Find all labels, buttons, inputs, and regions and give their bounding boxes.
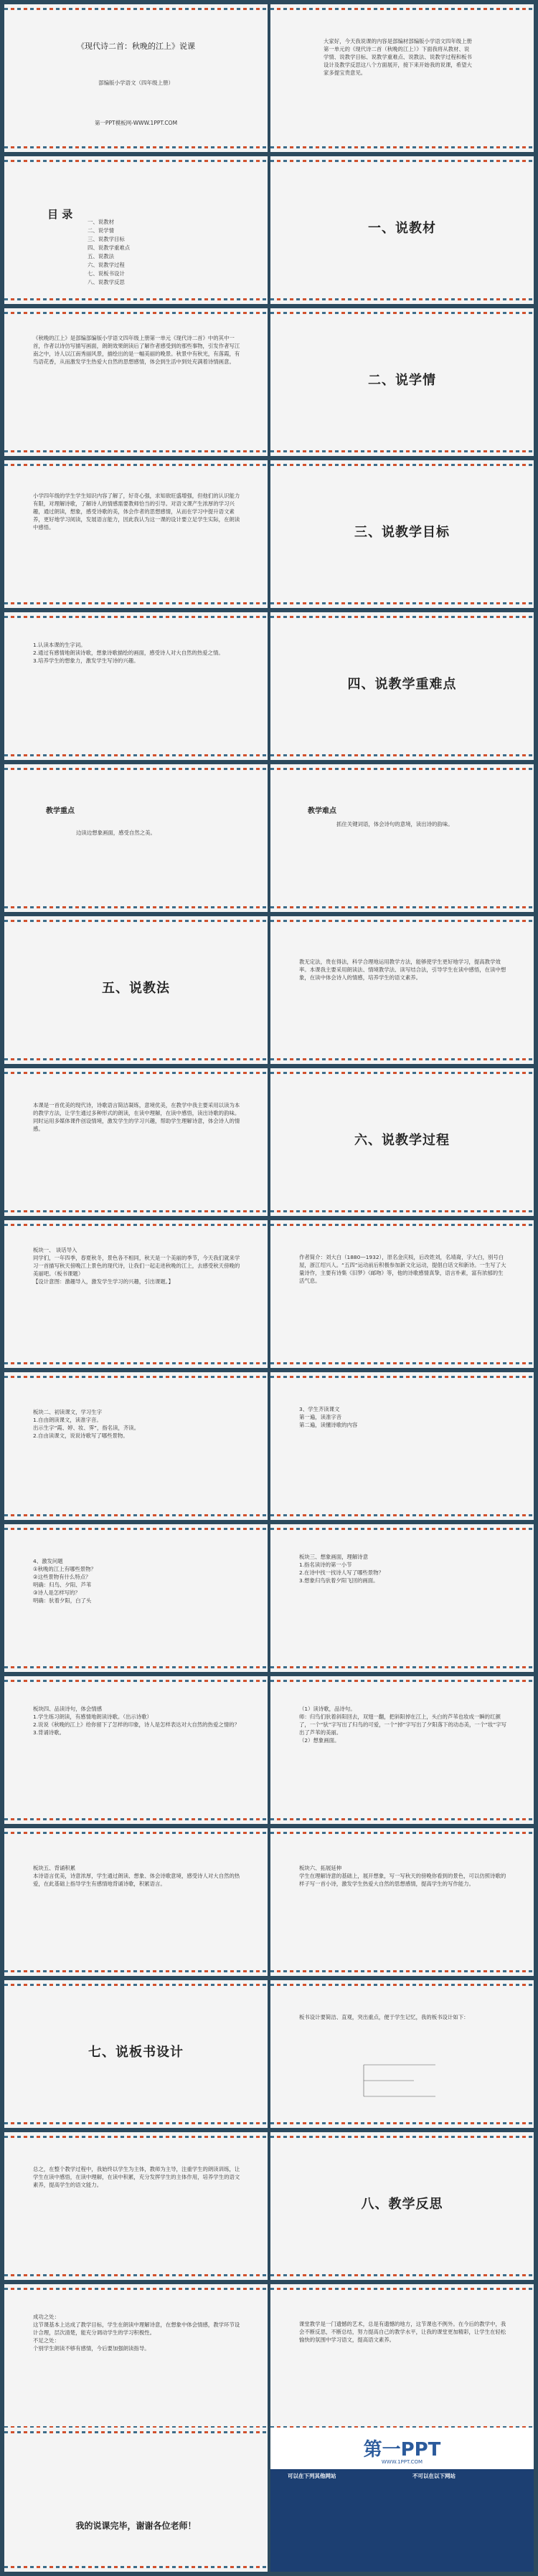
slide-appreciate[interactable] — [270, 1676, 534, 1824]
key-point-title: 教学重点 — [46, 807, 75, 815]
ad-slide[interactable] — [270, 2428, 534, 2572]
learners-text: 小学四年级的学生学生知识内容了解了，好奇心强，求知欲旺盛增强，但他们的认识能力有限，对理解诗歌，了解诗人的情感需要教师恰当的引导。对语文课产生浓厚的学习兴趣，通过朗读，想象，感受诗歌的美，体会作者的思想感情，从而在学习中提升语文素养，更好地学习阅读，发展语言能力，因此我认为这一课的设计要立足学生实际，在朗读中感悟。 — [33, 493, 240, 531]
cover-title: 《现代诗二首：秋晚的江上》说课 — [77, 42, 195, 51]
slide-toc[interactable] — [4, 156, 268, 304]
toc-item[interactable]: 三、说教学目标 — [88, 236, 125, 242]
slide-textbook[interactable] — [4, 308, 268, 456]
slide-difficulty[interactable] — [270, 764, 534, 912]
cover-link[interactable]: 第一PPT模板网-WWW.1PPT.COM — [94, 120, 178, 126]
toc-heading: 目 录 — [47, 208, 73, 221]
slide-board[interactable] — [270, 1980, 534, 2128]
slide-step-6[interactable] — [270, 1828, 534, 1976]
slide-step-3[interactable] — [270, 1524, 534, 1672]
brand-url[interactable]: WWW.1PPT.COM — [381, 2459, 423, 2465]
textbook-text: 《秋晚的江上》是部编部编版小学语文四年级上册第一单元《现代诗二首》中的其中一首，作者以诗仿写描写画面，朗朗效果朗读后了解作者感受到的那些事物，引发作者写江南之中，诗人以江南秀丽风景，描绘出的是一幅美丽的晚景。秋景中有秋光，有落霞，有鸟语花香，从而激发学生热爱大自然的思想感情，体会到生活中到处充满着诗情画意。 — [33, 335, 240, 365]
slide-thanks[interactable] — [4, 2428, 268, 2572]
toc-item[interactable]: 八、说教学反思 — [88, 279, 125, 285]
toc-item[interactable]: 五、说教法 — [88, 253, 114, 260]
slide-objectives[interactable] — [4, 612, 268, 760]
reflection-2-text: 课堂教学是一门遗憾的艺术，总是有遗憾的地方，这节课也不例外。在今后的教学中，我会不断反思，不断总结，努力提高自己的教学水平，让我的课堂更加精彩，让学生在轻松愉快的氛围中学习语文，提高语文素养。 — [299, 2321, 506, 2343]
questions-text: 4、激发问题 ①秋晚的江上有哪些景物？ ②这些景物有什么特点？ 明确：归鸟、夕阳、芦苇 ③诗人是怎样写的？ 明确：驮着夕阳，白了头 — [33, 1558, 96, 1604]
board-text: 板书设计要简洁、直观，突出重点，便于学生记忆，我的板书设计如下： — [299, 2014, 469, 2020]
slide-step-5[interactable] — [4, 1828, 268, 1976]
step-4-text: 板块四、品读诗句，体会情感 1.学生练习朗读，有感情地朗读诗歌。（出示诗歌） 2.说说《秋晚的江上》给你留下了怎样的印象，诗人是怎样表达对大自然的热爱之情的？ 3.背诵诗歌。 — [33, 1706, 240, 1736]
difficulty-title: 教学难点 — [308, 807, 336, 815]
slide-cover[interactable] — [4, 4, 268, 152]
step-6-text: 板块六、拓展延伸 学生在理解诗意的基础上，展开想象，写一写秋天的傍晚你看到的景色，可以仿照诗歌的样子写一首小诗，激发学生热爱大自然的思想感情，提高学生的写作能力。 — [299, 1865, 506, 1887]
slide-step-4[interactable] — [4, 1676, 268, 1824]
slide-step-1[interactable] — [4, 1220, 268, 1368]
step-1-text: 板块一、 谈话导入 同学们，一年四季，春夏秋冬，景色各不相同，秋天是一个美丽的季节，今天我们就来学习一首描写秋天傍晚江上景色的现代诗，让我们一起走进秋晚的江上，去感受秋天傍晚的美丽吧。（板书课题） 【设计意图：激趣导入，激发学生学习的兴趣，引出课题。】 — [33, 1247, 240, 1285]
method-detail-text: 本课是一首优美的现代诗，诗歌语言简洁凝练，意境优美，在教学中我主要采用以读为本的教学方法，让学生通过多种形式的朗读，在读中理解，在读中感悟，读出诗歌的韵味。同时运用多媒体课件创设情境，激发学生的学习兴趣，帮助学生理解诗意，体会诗人的情感。 — [33, 1102, 240, 1132]
toc-item[interactable]: 六、说教学过程 — [88, 262, 125, 268]
slide-intro[interactable] — [270, 4, 534, 152]
section-title: 二、说学情 — [368, 373, 436, 388]
toc-list — [88, 218, 130, 287]
key-point-text: 边读边想象画面，感受自然之美。 — [76, 830, 156, 836]
method-text: 教无定法，贵在得法，科学合理地运用教学方法，能够使学生更好地学习，提高教学效率。本课我主要采用朗读法、情境教学法、读写结合法，引导学生在读中感悟，在读中想象，在读中体会诗人的情感，培养学生的语文素养。 — [299, 959, 506, 981]
slide-key-point[interactable] — [4, 764, 268, 912]
reflection-text: 成功之处： 这节课基本上达成了教学目标，学生在朗读中理解诗意，在想象中体会情感，教学环节设计合理，层次清楚，能充分调动学生的学习积极性。 不足之处： 个别学生朗读不够有感情，今后要加强朗读指导。 — [33, 2314, 240, 2352]
summary-text: 总之，在整个教学过程中，我始终以学生为主体，教师为主导，注重学生的朗读训练，让学生在读中感悟，在读中理解，在读中积累，充分发挥学生的主体作用，培养学生的语文素养，提高学生的语文能力。 — [33, 2166, 240, 2188]
slide-reflection-2[interactable] — [270, 2284, 534, 2432]
read-aloud-text: 3、学生齐读课文 第一遍，读准字音 第二遍，读懂诗歌的内容 — [299, 1406, 358, 1428]
section-title: 五、说教法 — [102, 981, 170, 996]
slide-section-8[interactable] — [270, 2132, 534, 2280]
slide-step-2[interactable] — [4, 1372, 268, 1520]
appreciate-text: （1）读诗歌，品诗句。 师：归鸟们驮着斜阳回去，双翅一翻，把斜阳掉在江上，头白的芦苇也妆成一瞬的红颜了，一个“驮”字写出了归鸟的可爱，一个“掉”字写出了夕阳落下的动态美，一个“妆”字写出了芦苇的美丽。 （2）想象画面。 — [299, 1706, 507, 1744]
toc-item[interactable]: 四、说教学重难点 — [88, 244, 131, 251]
slide-section-2[interactable] — [270, 308, 534, 456]
author-text: 作者简介：刘大白（1880—1932），原名金庆棪，后改姓刘，名靖裔，字大白，别号白屋，浙江绍兴人。“五四”运动前后积极参加新文化运动，提倡白话文和新诗。一生写了大量诗作，主要有诗集《旧梦》《邮吻》等，他的诗歌感情真挚，语言朴素，富有浓郁的生活气息。 — [299, 1254, 506, 1284]
section-title: 四、说教学重难点 — [347, 677, 457, 692]
slide-section-4[interactable] — [270, 612, 534, 760]
intro-text: 大家好，今天我说课的内容是部编材部编版小学语文四年级上册第一单元的《现代诗二首（秋晚的江上）》下面我将从教材、说学情、说教学目标、说教学重难点、说教法、说教学过程和板书设计及教学反思这八个方面展开，接下来开始我的说课，希望大家多提宝贵意见。 — [324, 38, 472, 76]
slide-questions[interactable] — [4, 1524, 268, 1672]
slide-section-3[interactable] — [270, 460, 534, 608]
slide-section-5[interactable] — [4, 916, 268, 1064]
step-2-text: 板块二、初读课文，学习生字 1.自由朗读课文，读准字音。 出示生字“霞、婷、妆、霁”，指名读，齐读。 2.自由读课文，说说诗歌写了哪些景物。 — [33, 1409, 140, 1439]
cover-subtitle: 部编版小学语文（四年级上册） — [98, 80, 174, 86]
ad-column-2-heading: 不可以在以下网站 — [412, 2473, 456, 2479]
toc-item[interactable]: 二、说学情 — [88, 227, 114, 234]
step-3-text: 板块三、想象画面，理解诗意 1.指名读诗的第一小节 2.在诗中找一找诗人写了哪些景物？ 3.想象归鸟驮着夕阳飞回的画面。 — [299, 1554, 384, 1584]
ad-column-1-heading: 可以在下列其他网站 — [288, 2473, 336, 2479]
section-title: 六、说教学过程 — [354, 1133, 450, 1148]
thanks-text: 我的说课完毕，谢谢各位老师！ — [75, 2521, 197, 2531]
slide-section-6[interactable] — [270, 1068, 534, 1216]
slide-summary[interactable] — [4, 2132, 268, 2280]
section-title: 八、教学反思 — [361, 2197, 443, 2212]
slide-section-7[interactable] — [4, 1980, 268, 2128]
section-title: 七、说板书设计 — [88, 2045, 184, 2060]
toc-item[interactable]: 一、说教材 — [88, 219, 114, 225]
ad-band — [270, 2469, 534, 2572]
toc-item[interactable]: 七、说板书设计 — [88, 270, 125, 277]
slide-section-1[interactable] — [270, 156, 534, 304]
objectives-text: 1.认读本课的生字词。 2.通过有感情地朗读诗歌，想象诗歌描绘的画面，感受诗人对大自然的热爱之情。 3.培养学生的想象力，激发学生写诗的兴趣。 — [33, 642, 224, 664]
slide-read-aloud[interactable] — [270, 1372, 534, 1520]
step-5-text: 板块五、背诵积累 本诗语言优美，诗意浓厚，学生通过朗读、想象、体会诗歌意境，感受诗人对大自然的热爱，在此基础上指导学生有感情地背诵诗歌，积累语言。 — [33, 1865, 240, 1887]
slide-learners[interactable] — [4, 460, 268, 608]
slide-author[interactable] — [270, 1220, 534, 1368]
difficulty-text: 抓住关键词语，体会诗句的意境，读出诗的韵味。 — [336, 821, 453, 827]
slide-method-detail[interactable] — [4, 1068, 268, 1216]
slide-method[interactable] — [270, 916, 534, 1064]
section-title: 三、说教学目标 — [354, 525, 450, 540]
section-title: 一、说教材 — [368, 221, 436, 236]
brand-logo: 第一PPT — [363, 2439, 441, 2461]
slide-reflection[interactable] — [4, 2284, 268, 2432]
board-diagram — [357, 2059, 443, 2101]
